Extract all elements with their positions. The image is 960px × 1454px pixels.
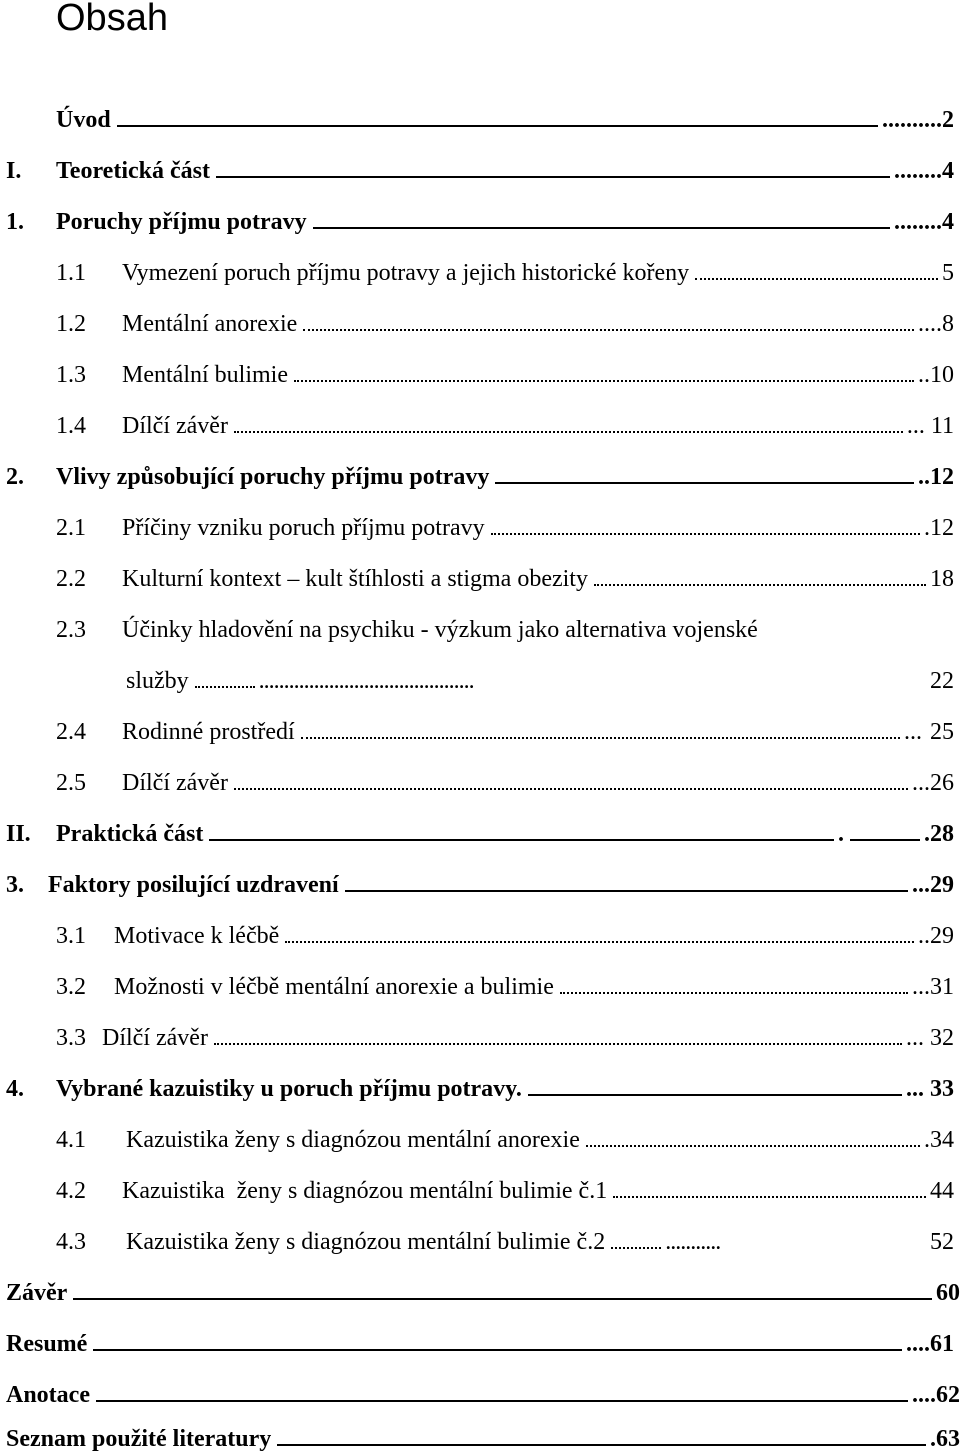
toc-entry-title-continued: služby <box>126 668 189 694</box>
toc-page-number: 8 <box>942 311 954 337</box>
toc-leader <box>613 1196 926 1198</box>
toc-entry-title: Vybrané kazuistiky u poruch příjmu potravy. <box>56 1076 522 1102</box>
toc-entry-title: Dílčí závěr <box>122 413 228 439</box>
toc-entry-number: 4. <box>6 1076 24 1102</box>
toc-page-number: 4 <box>942 209 954 235</box>
toc-entry-title: Mentální bulimie <box>122 362 288 388</box>
toc-leader <box>850 839 920 841</box>
toc-leader-dots: .. <box>918 362 930 388</box>
toc-leader <box>345 890 908 892</box>
toc-entry-title: Účinky hladovění na psychiku - výzkum jako alternativa vojenské <box>122 617 758 643</box>
toc-entry-kazuistiky[interactable] <box>6 1070 954 1104</box>
toc-entry-number: 1.2 <box>56 311 86 337</box>
toc-entry-1-2[interactable] <box>56 305 954 339</box>
toc-leader-dots: .. <box>918 923 930 949</box>
toc-leader <box>93 1349 902 1351</box>
toc-entry-number: 1.3 <box>56 362 86 388</box>
toc-page-number: 60 <box>936 1280 960 1306</box>
toc-page-number: 26 <box>930 770 954 796</box>
toc-leader <box>303 329 914 331</box>
toc-page-number: 10 <box>930 362 954 388</box>
toc-entry-title: Kazuistika ženy s diagnózou mentální anorexie <box>126 1127 580 1153</box>
toc-page-number: .28 <box>924 821 954 847</box>
toc-leader-dots: ... <box>906 1025 924 1051</box>
toc-entry-number: 4.2 <box>56 1178 86 1204</box>
toc-leader <box>495 482 914 484</box>
toc-page-number: 61 <box>930 1331 954 1357</box>
toc-entry-literatura[interactable] <box>6 1420 960 1454</box>
toc-page-number: 25 <box>930 719 954 745</box>
toc-leader-dots: ........ <box>894 209 942 235</box>
toc-entry-number: 2.1 <box>56 515 86 541</box>
toc-leader-dots: ... <box>906 1076 924 1102</box>
toc-leader <box>528 1094 902 1096</box>
toc-leader-dots: .... <box>912 1382 936 1408</box>
toc-leader-dots: ... <box>912 974 930 1000</box>
toc-page-number: 62 <box>936 1382 960 1408</box>
toc-entry-title: Vymezení poruch příjmu potravy a jejich historické kořeny <box>122 260 690 286</box>
toc-entry-number: 3.3 <box>56 1025 86 1051</box>
toc-entry-2-2[interactable] <box>56 560 954 594</box>
toc-entry-2-3[interactable] <box>56 611 954 645</box>
toc-entry-uvod[interactable] <box>56 101 954 135</box>
toc-entry-number: 4.3 <box>56 1229 86 1255</box>
toc-entry-title: Poruchy příjmu potravy <box>56 209 307 235</box>
toc-leader <box>234 431 903 433</box>
toc-page-number: 4 <box>942 158 954 184</box>
toc-entry-title: Dílčí závěr <box>122 770 228 796</box>
toc-leader <box>294 380 914 382</box>
toc-entry-anotace[interactable] <box>6 1376 960 1410</box>
toc-leader <box>285 941 914 943</box>
toc-entry-3-1[interactable] <box>56 917 954 951</box>
toc-entry-title: Seznam použité literatury <box>6 1426 272 1452</box>
toc-entry-2-4[interactable] <box>56 713 954 747</box>
toc-entry-2-3-continued[interactable] <box>126 662 954 696</box>
toc-leader <box>611 1247 661 1249</box>
toc-page-number: 12 <box>930 515 954 541</box>
toc-page-number: 5 <box>942 260 954 286</box>
toc-entry-1-3[interactable] <box>56 356 954 390</box>
toc-entry-number: 2.4 <box>56 719 86 745</box>
toc-entry-number: 2.2 <box>56 566 86 592</box>
toc-page-number: 12 <box>930 464 954 490</box>
toc-entry-number: 4.1 <box>56 1127 86 1153</box>
toc-leader-dots: . <box>838 821 844 847</box>
toc-leader-dots: ... <box>912 770 930 796</box>
toc-entry-title: Příčiny vzniku poruch příjmu potravy <box>122 515 485 541</box>
toc-leader-dots: .... <box>918 311 942 337</box>
toc-entry-poruchy[interactable] <box>6 203 954 237</box>
toc-entry-number: 1.1 <box>56 260 86 286</box>
toc-entry-title: Možnosti v léčbě mentální anorexie a bulimie <box>114 974 554 1000</box>
toc-entry-title: Rodinné prostředí <box>122 719 295 745</box>
toc-leader <box>594 584 926 586</box>
toc-entry-title: Kazuistika ženy s diagnózou mentální bulimie č.2 <box>126 1229 606 1255</box>
toc-leader-dots: .......... <box>882 107 942 133</box>
toc-page-number: 52 <box>930 1229 954 1255</box>
toc-entry-2-5[interactable] <box>56 764 954 798</box>
toc-entry-number: 2.3 <box>56 617 86 643</box>
toc-page-number: 33 <box>930 1076 954 1102</box>
toc-entry-title: Mentální anorexie <box>122 311 298 337</box>
toc-leader <box>209 839 834 841</box>
toc-entry-faktory[interactable] <box>6 866 954 900</box>
toc-entry-title: Kulturní kontext – kult štíhlosti a stigma obezity <box>122 566 588 592</box>
toc-leader <box>560 992 908 994</box>
toc-entry-2-1[interactable] <box>56 509 954 543</box>
toc-leader <box>73 1298 932 1300</box>
toc-leader-dots: . <box>924 1127 930 1153</box>
toc-leader-dots: ........ <box>894 158 942 184</box>
toc-page-number: 31 <box>930 974 954 1000</box>
toc-leader-dots: .... <box>906 1331 930 1357</box>
toc-entry-title: Kazuistika ženy s diagnózou mentální bulimie č.1 <box>122 1178 608 1204</box>
toc-entry-number: 3. <box>6 872 24 898</box>
toc-entry-4-3[interactable] <box>56 1223 954 1257</box>
toc-leader <box>234 788 908 790</box>
toc-entry-resume[interactable] <box>6 1325 954 1359</box>
toc-entry-3-3[interactable] <box>56 1019 954 1053</box>
toc-entry-title: Úvod <box>56 107 111 133</box>
toc-entry-prakticka-cast[interactable] <box>6 815 954 849</box>
toc-page-number: 29 <box>930 923 954 949</box>
toc-leader <box>586 1145 920 1147</box>
toc-entry-title: Závěr <box>6 1280 68 1306</box>
toc-entry-number: 3.2 <box>56 974 86 1000</box>
toc-page-number: 11 <box>930 413 954 439</box>
toc-entry-1-1[interactable] <box>56 254 954 288</box>
toc-leader <box>301 737 900 739</box>
toc-leader <box>313 227 890 229</box>
toc-entry-4-1[interactable] <box>56 1121 954 1155</box>
toc-entry-1-4[interactable] <box>56 407 954 441</box>
toc-entry-number: II. <box>6 821 31 847</box>
toc-leader-dots: ... <box>904 719 922 745</box>
toc-page-number: 29 <box>930 872 954 898</box>
toc-entry-title: Faktory posilující uzdravení <box>48 872 339 898</box>
toc-leader <box>491 533 920 535</box>
toc-leader-dots: ... <box>912 872 930 898</box>
toc-entry-title: Motivace k léčbě <box>114 923 280 949</box>
toc-entry-3-2[interactable] <box>56 968 954 1002</box>
toc-leader <box>695 278 938 280</box>
toc-leader <box>216 176 890 178</box>
toc-leader-dots: .. <box>918 464 930 490</box>
toc-page-number: 18 <box>930 566 954 592</box>
toc-leader <box>277 1444 926 1446</box>
toc-entry-title: Vlivy způsobující poruchy příjmu potravy <box>56 464 490 490</box>
toc-entry-4-2[interactable] <box>56 1172 954 1206</box>
toc-leader-dots: ........... <box>665 1229 721 1255</box>
toc-page-number: 44 <box>930 1178 954 1204</box>
toc-entry-title: Praktická část <box>56 821 204 847</box>
toc-entry-title: Anotace <box>6 1382 90 1408</box>
toc-page-number: .63 <box>930 1426 960 1452</box>
toc-page-number: 34 <box>930 1127 954 1153</box>
toc-entry-number: 2. <box>6 464 24 490</box>
toc-entry-number: 1. <box>6 209 24 235</box>
page-title: Obsah <box>56 0 168 39</box>
toc-leader-dots: ........................................... <box>258 668 474 694</box>
toc-leader <box>214 1043 902 1045</box>
toc-entry-number: 1.4 <box>56 413 86 439</box>
toc-entry-title: Resumé <box>6 1331 88 1357</box>
toc-entry-number: I. <box>6 158 22 184</box>
toc-entry-title: Teoretická část <box>56 158 210 184</box>
toc-leader-dots: . <box>924 515 930 541</box>
toc-entry-number: 3.1 <box>56 923 86 949</box>
toc-leader-dots: ... <box>906 413 925 439</box>
toc-page-number: 32 <box>930 1025 954 1051</box>
toc-leader <box>195 686 255 688</box>
toc-entry-number: 2.5 <box>56 770 86 796</box>
toc-leader <box>96 1400 908 1402</box>
toc-entry-zaver[interactable] <box>6 1274 960 1308</box>
toc-entry-teoreticka-cast[interactable] <box>6 152 954 186</box>
toc-page-number: 2 <box>942 107 954 133</box>
toc-leader <box>117 125 878 127</box>
toc-entry-title: Dílčí závěr <box>102 1025 208 1051</box>
toc-page-number: 22 <box>930 668 954 694</box>
toc-entry-vlivy[interactable] <box>6 458 954 492</box>
